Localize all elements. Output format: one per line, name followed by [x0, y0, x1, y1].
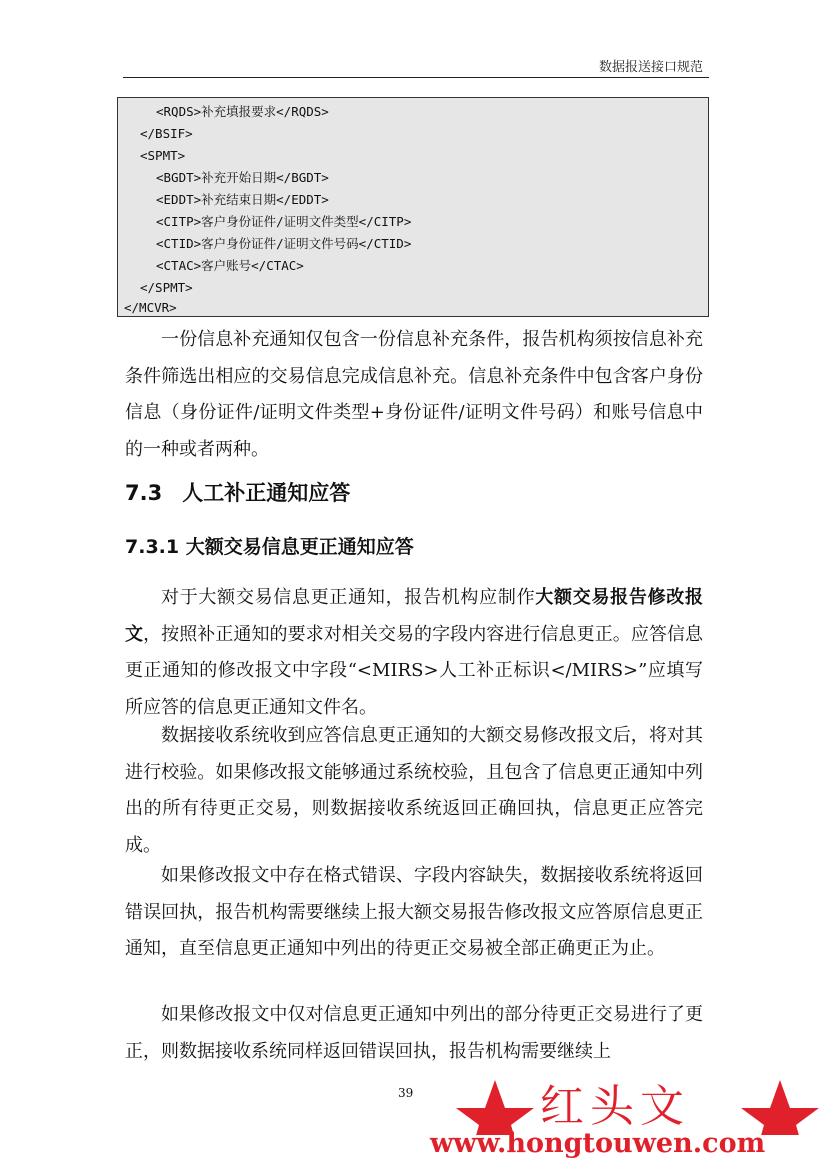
- code-line: <SPMT>: [140, 148, 186, 163]
- watermark-stars: [0, 1075, 827, 1135]
- intro-paragraph: 一份信息补充通知仅包含一份信息补充条件，报告机构须按信息补充条件筛选出相应的交易信息完成信息补充。信息补充条件中包含客户身份信息（身份证件/证明文件类型+身份证件/证明文件号码）和账号信息中的一种或者两种。: [125, 329, 703, 460]
- code-line: </BSIF>: [140, 126, 193, 141]
- watermark-text: 红头文: [540, 1081, 690, 1132]
- paragraph-2: 数据接收系统收到应答信息更正通知的大额交易修改报文后，将对其进行校验。如果修改报文能够通过系统校验，且包含了信息更正通知中列出的所有待更正交易，则数据接收系统返回正确回执，信息更正应答完成。: [125, 725, 703, 856]
- code-line: </MCVR>: [124, 300, 177, 315]
- code-line: <EDDT>补充结束日期</EDDT>: [156, 192, 329, 207]
- header-rule: [123, 77, 709, 78]
- subsection-heading: 7.3.1 大额交易信息更正通知应答: [125, 536, 414, 558]
- section-title: 人工补正通知应答: [182, 481, 351, 505]
- code-line: <CTAC>客户账号</CTAC>: [156, 258, 304, 273]
- watermark-url: www.hongtouwen.com: [430, 1128, 766, 1159]
- page-number: 39: [398, 1086, 414, 1100]
- code-line: <CITP>客户身份证件/证明文件类型</CITP>: [156, 214, 412, 229]
- star-icon: [741, 1080, 819, 1135]
- para1-text-2: ，按照补正通知的要求对相关交易的字段内容进行信息更正。应答信息更正通知的修改报文中字段“<MIRS>人工补正标识</MIRS>”应填写所应答的信息更正通知文件名。: [125, 623, 704, 718]
- para1-text: 对于大额交易信息更正通知，报告机构应制作: [161, 587, 536, 608]
- paragraph-3: 如果修改报文中存在格式错误、字段内容缺失，数据接收系统将返回错误回执，报告机构需要继续上报大额交易报告修改报文应答原信息更正通知，直至信息更正通知中列出的待更正交易被全部正确更正为止。: [125, 865, 703, 959]
- section-number: 7.3: [125, 481, 163, 505]
- paragraph-1: [125, 580, 703, 726]
- section-heading: [125, 477, 350, 507]
- code-line: </SPMT>: [140, 280, 193, 295]
- star-icon: [456, 1080, 534, 1135]
- code-block: [117, 97, 709, 317]
- code-line: <CTID>客户身份证件/证明文件号码</CTID>: [156, 236, 412, 251]
- para1-bold-term: 大额交易报告修改报文: [125, 587, 704, 645]
- code-line: <BGDT>补充开始日期</BGDT>: [156, 170, 329, 185]
- header-title: 数据报送接口规范: [598, 60, 703, 75]
- paragraph-4: 如果修改报文中仅对信息更正通知中列出的部分待更正交易进行了更正，则数据接收系统同样返回错误回执，报告机构需要继续上: [125, 1004, 703, 1062]
- code-line: <RQDS>补充填报要求</RQDS>: [156, 104, 329, 119]
